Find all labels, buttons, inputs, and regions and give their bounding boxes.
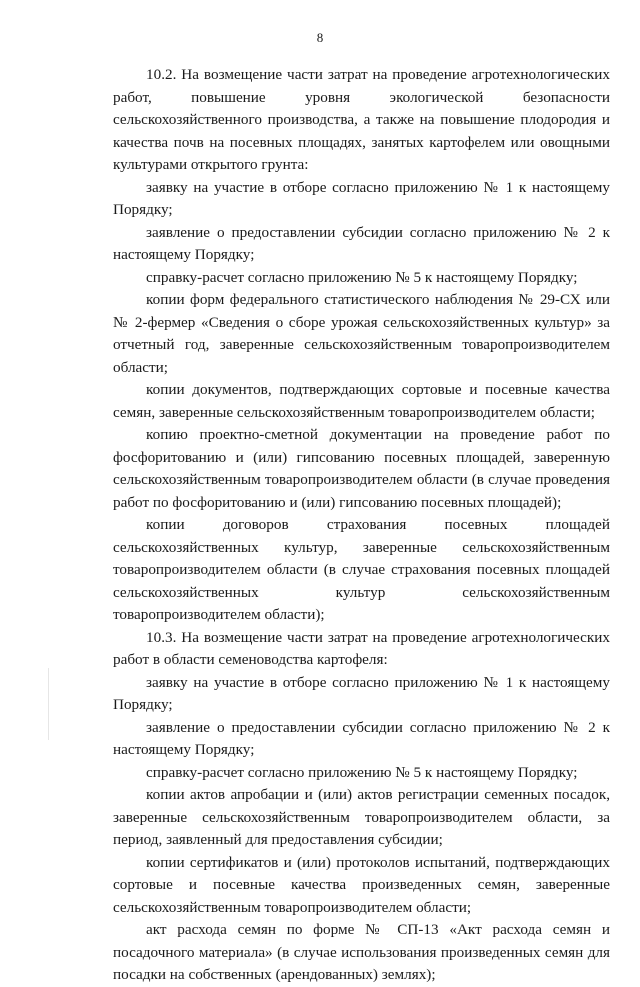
list-item: заявку на участие в отборе согласно приложению № 1 к настоящему Порядку; — [113, 178, 610, 218]
list-item: заявление о предоставлении субсидии согласно приложению № 2 к настоящему Порядку; — [113, 223, 610, 263]
list-item: копии документов, подтверждающих сортовые и посевные качества семян, заверенные сельскохозяйственным товаропроизводителем области; — [113, 381, 610, 421]
list-item: копию проектно-сметной документации на проведение работ по фосфоритованию и (или) гипсованию посевных площадей, заверенную сельскохозяйственным товаропроизводителем области (в случае проведения работ по фосфоритованию и (или) гипсованию посевных площадей); — [113, 426, 610, 511]
list-item: копии форм федерального статистического наблюдения № 29-СХ или № 2-фермер «Сведения о сборе урожая сельскохозяйственных культур» за отчетный год, заверенные сельскохозяйственным товаропроизводителем области; — [113, 291, 610, 376]
list-item: акт расхода семян по форме № СП-13 «Акт расхода семян и посадочного материала» (в случае использования произведенных семян для посадки на собственных (арендованных) землях); — [113, 921, 610, 983]
list-item: копии договоров страхования посевных площадей сельскохозяйственных культур, заверенные сельскохозяйственным товаропроизводителем области (в случае страхования посевных площадей сельскохозяйственных культур сельскохозяйственным товаропроизводителем области); — [113, 516, 610, 623]
page-number: 8 — [316, 30, 324, 45]
paragraph-10-3-heading: 10.3. На возмещение части затрат на проведение агротехнологических работ в области семеноводства картофеля: — [113, 628, 610, 668]
list-item: копии актов апробации и (или) актов регистрации семенных посадок, заверенные сельскохозяйственным товаропроизводителем области, за период, заявленный для предоставления субсидии; — [113, 786, 610, 848]
list-item: справку-расчет согласно приложению № 5 к настоящему Порядку; — [146, 763, 578, 781]
document-body — [113, 64, 610, 987]
margin-mark — [48, 668, 49, 740]
list-item: копии сертификатов и (или) протоколов испытаний, подтверждающих сортовые и посевные качества произведенных семян, заверенные сельскохозяйственным товаропроизводителем области; — [113, 853, 610, 916]
list-item: заявку на участие в отборе согласно приложению № 1 к настоящему Порядку; — [113, 673, 610, 713]
list-item: справку-расчет согласно приложению № 5 к настоящему Порядку; — [146, 268, 578, 286]
paragraph-10-2-heading: 10.2. На возмещение части затрат на проведение агротехнологических работ, повышение уровня экологической безопасности сельскохозяйственного производства, а также на повышение плодородия и качества почв на посевных площадях, занятых картофелем или овощными культурами открытого грунта: — [113, 66, 610, 173]
list-item: заявление о предоставлении субсидии согласно приложению № 2 к настоящему Порядку; — [113, 718, 610, 758]
